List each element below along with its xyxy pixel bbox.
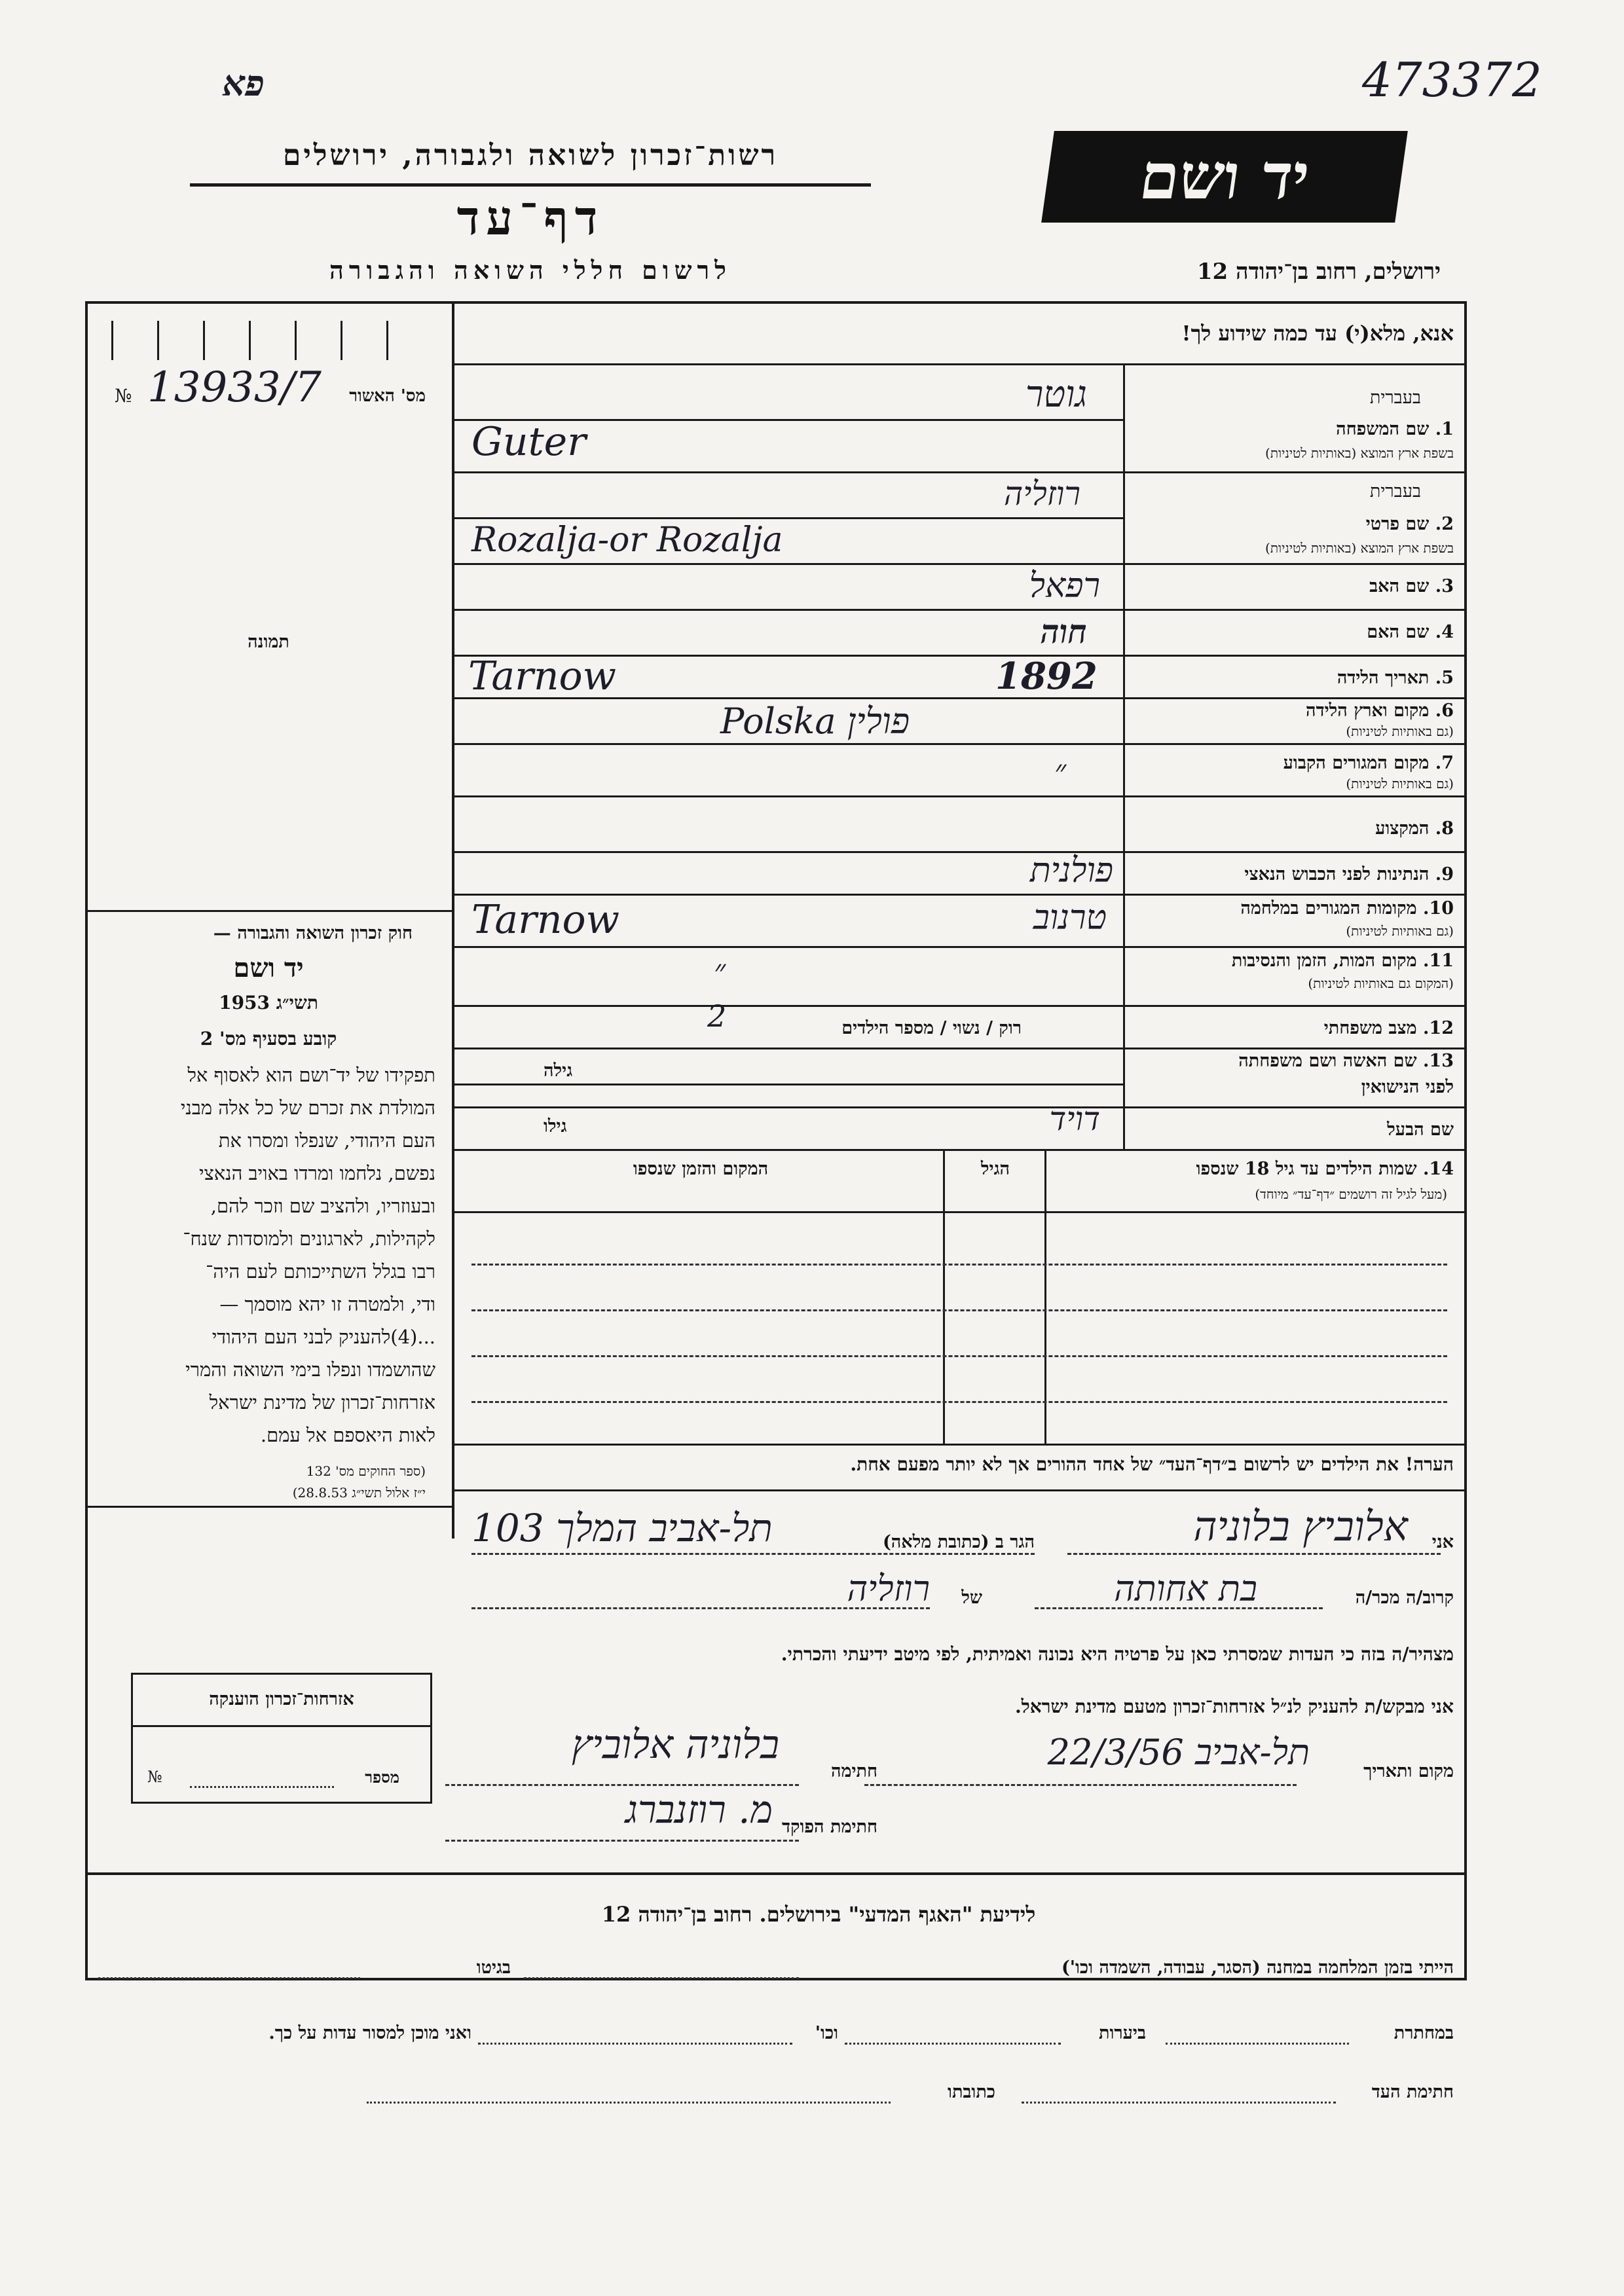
- citizenship-request: אני מבקש/ת להעניק לנ״ל אזרחות־זכרון מטעם מדינת ישראל.: [1014, 1696, 1454, 1717]
- field-label-mother: [1367, 622, 1454, 642]
- death-place-value: ״: [714, 953, 726, 989]
- header-address: ירושלים, רחוב בן־יהודה 12: [1196, 259, 1441, 285]
- signature-label: חתימה: [830, 1761, 877, 1781]
- children-row: [471, 1401, 1447, 1403]
- field-num: 3.: [1435, 576, 1454, 596]
- law-line: נפשם, נלחמו ומרדו באויב הנאצי: [198, 1162, 435, 1184]
- children-label: [1196, 1159, 1454, 1179]
- field-label-death-place: [1232, 951, 1454, 971]
- row-subrule: [452, 1084, 1123, 1085]
- footer-ghetto-label: בגיטו: [476, 1958, 511, 1978]
- children-col-place: המקום והזמן שנספו: [633, 1159, 769, 1179]
- law-line: העם היהודי, שנפלו ומסרו את: [218, 1129, 435, 1152]
- law-yad-vashem: יד ושם: [233, 953, 304, 983]
- field-num: 6.: [1435, 701, 1454, 721]
- field-num: 9.: [1435, 864, 1454, 884]
- wartime-residence-hebrew: טרנוב: [1033, 898, 1107, 938]
- declarant-signature: בלוניה אלוביץ: [571, 1722, 779, 1768]
- relation-value: בת אחותה: [1114, 1568, 1257, 1609]
- footer-forests-label: ביערות: [1098, 2023, 1146, 2043]
- form-title: דף־עד: [456, 190, 604, 246]
- declarant-address: תל-אביב המלך 103: [471, 1506, 773, 1550]
- children-title: שמות הילדים עד גיל 18 שנספו: [1196, 1159, 1417, 1179]
- children-row: [471, 1355, 1447, 1357]
- children-row: [471, 1309, 1447, 1311]
- instructions-rule: [452, 363, 1467, 365]
- row-rule: [452, 743, 1467, 745]
- first-name-hebrew: רוזליה: [1003, 475, 1080, 513]
- children-bottom-rule: [452, 1444, 1467, 1446]
- children-col-divider: [943, 1149, 945, 1444]
- footer-witness-signature-label: חתימת העד: [1371, 2082, 1454, 2102]
- field-num: 10.: [1423, 898, 1454, 919]
- field-text: הנתינות לפני הכבוש הנאצי: [1244, 864, 1430, 884]
- wife-age-label: גילה: [544, 1061, 573, 1081]
- footer-camp-text: הייתי בזמן המלחמה במחנה (הסגר, עבודה, השמדה וכו'): [1061, 1958, 1454, 1978]
- field-label-wartime-residence: [1240, 898, 1454, 919]
- footer-ghetto-line: [98, 1977, 360, 1979]
- law-line: המולדת את זכרם של כל אלה מבני: [180, 1097, 435, 1119]
- declarant-address-line: [471, 1553, 1035, 1555]
- row-rule: [452, 563, 1467, 565]
- children-row: [471, 1264, 1447, 1266]
- label-column-divider: [1123, 363, 1125, 1149]
- row-rule: [452, 946, 1467, 948]
- field-text: שם פרטי: [1365, 514, 1430, 534]
- field-label-profession: [1375, 818, 1454, 839]
- footer-witness-signature-line: [1022, 2102, 1336, 2104]
- residence-value: ״: [1054, 753, 1067, 790]
- field-num: 8.: [1435, 818, 1454, 839]
- row-rule: [452, 609, 1467, 611]
- field-sub-wife: לפני הנישואין: [1361, 1077, 1454, 1097]
- children-count-value: 2: [707, 998, 727, 1034]
- declarant-ani: אני: [1431, 1532, 1454, 1552]
- field-num: 4.: [1435, 622, 1454, 642]
- footer-underground-line: [1166, 2043, 1349, 2045]
- row-rule: [452, 1005, 1467, 1007]
- place-date-value: תל-אביב 22/3/56: [1047, 1732, 1310, 1773]
- birth-country-value: Polska פולין: [720, 701, 910, 742]
- family-name-hebrew: גוטר: [1025, 373, 1087, 416]
- first-name-latin: Rozalja-or Rozalja: [471, 520, 783, 560]
- field-label-husband: שם הבעל: [1387, 1120, 1454, 1140]
- authority-line: רשות־זכרון לשואה ולגבורה, ירושלים: [282, 139, 779, 172]
- relation-label: קרוב/ה מכר/ה: [1355, 1588, 1454, 1608]
- note: הערה! את הילדים יש לרשום ב״דף־העד״ של אחד ההורים אך לא יותר מפעם אחת.: [850, 1453, 1454, 1475]
- field-text: מקומות המגורים במלחמה: [1240, 898, 1417, 919]
- field-num: 11.: [1423, 951, 1454, 971]
- field-num: 13.: [1423, 1051, 1454, 1071]
- footer-etc-label: וכו': [815, 2023, 838, 2043]
- ruler-ticks: [111, 321, 432, 360]
- field-num: 7.: [1435, 753, 1454, 773]
- signature-line: [445, 1784, 799, 1786]
- field-tag: בעברית: [1369, 481, 1421, 501]
- row-rule: [452, 471, 1467, 473]
- footer-underground-label: במחתרת: [1393, 2023, 1454, 2043]
- field-num: 1.: [1435, 419, 1454, 439]
- law-line: אזרחות־זכרון של מדינת ישראל: [209, 1391, 435, 1413]
- row-rule: [452, 795, 1467, 797]
- citizenship-title-rule: [131, 1725, 432, 1727]
- field-sub: (גם באותיות לטיניות): [1346, 723, 1454, 739]
- children-col-age: הגיל: [980, 1159, 1010, 1179]
- row-rule: [452, 1149, 1467, 1151]
- law-year: תשי״ג 1953: [219, 992, 318, 1013]
- law-source-date: י״ז אלול תשי״ג 28.8.53): [292, 1485, 426, 1501]
- declarant-residing: הגר ב (כתובת מלאה): [882, 1532, 1035, 1552]
- field-num: 12.: [1423, 1018, 1454, 1038]
- law-line: לקהילות, לארגונים ולמוסדות שנח־: [183, 1228, 435, 1250]
- family-name-latin: Guter: [471, 419, 586, 465]
- yad-vashem-logo: יד ושם: [1041, 131, 1408, 223]
- photo-label: תמונה: [248, 632, 289, 652]
- father-name-value: רפאל: [1029, 566, 1100, 606]
- field-sub: בשפת ארץ המוצא (באותיות לטיניות): [1265, 445, 1454, 461]
- declaration-text: מצהיר/ה בזה כי העדות שמסרתי כאן על פרטיה היא נכונה ואמיתית, לפי מיטב ידיעתי והכרתי.: [781, 1643, 1454, 1665]
- children-header-rule: [452, 1211, 1467, 1213]
- footer-rule: [85, 1872, 1467, 1875]
- children-col-divider: [1044, 1149, 1046, 1444]
- relation-line: [1035, 1607, 1323, 1609]
- field-text: מקום המות, הזמן והנסיבות: [1231, 951, 1417, 971]
- row-rule: [452, 1106, 1467, 1108]
- registration-number: 13933/7: [147, 363, 322, 412]
- law-line: ובעוזריו, ולהציב שם וזכר להם,: [210, 1195, 435, 1217]
- registration-label: מס' האשור: [349, 386, 426, 406]
- photo-box-rule: [85, 910, 452, 912]
- place-date-label: מקום ותאריך: [1363, 1761, 1454, 1781]
- law-source: (ספר החוקים מס' 132: [306, 1463, 426, 1479]
- footer-address-line: [367, 2102, 891, 2104]
- field-text: מקום המגורים הקבוע: [1283, 753, 1430, 773]
- corner-mark: פא: [223, 62, 265, 104]
- citizenship-title: אזרחות־זכרון הוענקה: [209, 1689, 354, 1709]
- field-label-birth-place: [1306, 701, 1454, 721]
- field-text: תאריך הלידה: [1337, 668, 1430, 688]
- citizenship-number-prefix: №: [147, 1768, 162, 1786]
- official-signature-label: חתימת הפוקד: [782, 1817, 877, 1837]
- declarant-name: אלוביץ בלוניה: [1193, 1503, 1408, 1550]
- official-signature-line: [445, 1840, 799, 1842]
- marital-options: רוק / נשוי / מספר הילדים: [841, 1018, 1022, 1038]
- field-num: 5.: [1435, 668, 1454, 688]
- field-label-family-name: [1336, 419, 1454, 439]
- registration-prefix: №: [115, 385, 132, 407]
- nationality-value: פולנית: [1029, 851, 1113, 890]
- birth-date-value: 1892: [995, 655, 1098, 698]
- law-line: ...(4)להעניק לבני העם היהודי: [212, 1326, 435, 1348]
- row-rule: [452, 894, 1467, 896]
- row-rule: [452, 1048, 1467, 1049]
- husband-name-value: דויד: [1049, 1100, 1100, 1138]
- field-text: המקצוע: [1375, 818, 1430, 839]
- citizenship-number-label: מספר: [365, 1768, 399, 1787]
- field-label-nationality: [1244, 864, 1454, 884]
- citizenship-number-line: [190, 1786, 334, 1788]
- law-line: ודי, ולמטרה זו יהא מוסמך —: [219, 1293, 435, 1315]
- left-column-divider: [452, 301, 454, 1539]
- law-line: לאות היאספם אל עמם.: [260, 1424, 435, 1446]
- law-title: חוק זכרון השואה והגבורה —: [213, 923, 413, 943]
- field-label-wife-name: [1238, 1051, 1454, 1071]
- official-signature: מ. רוזנברג: [625, 1787, 773, 1832]
- field-label-father: [1369, 576, 1454, 596]
- wartime-residence-value: Tarnow: [471, 897, 619, 943]
- children-sub: (מעל לגיל זה רושמים ״דף־עד״ מיוחד): [1255, 1186, 1447, 1202]
- form-subtitle: לרשום חללי השואה והגבורה: [329, 255, 731, 285]
- archive-number: 473372: [1362, 52, 1542, 107]
- mother-name-value: חוה: [1040, 612, 1087, 651]
- field-tag: בעברית: [1369, 388, 1421, 408]
- field-text: מקום וארץ הלידה: [1306, 701, 1430, 721]
- declarant-name-line: [1067, 1553, 1441, 1555]
- field-label-birth-date: [1337, 668, 1454, 688]
- relation-of: של: [961, 1588, 982, 1608]
- field-sub: בשפת ארץ המוצא (באותיות לטיניות): [1265, 540, 1454, 556]
- field-sub: (גם באותיות לטיניות): [1346, 776, 1454, 792]
- footer-forests-line: [845, 2043, 1061, 2045]
- law-clause: קובע בסעיף מס' 2: [200, 1028, 337, 1049]
- field-text: שם האשה ושם משפחתה: [1238, 1051, 1417, 1071]
- field-text: שם האם: [1367, 622, 1430, 642]
- field-text: מצב משפחתי: [1323, 1018, 1417, 1038]
- field-sub: (גם באותיות לטיניות): [1346, 923, 1454, 939]
- footer-testimony-text: ואני מוכן למסור עדות על כך.: [268, 2023, 471, 2043]
- instructions: אנא, מלא(י) עד כמה שידוע לך!: [1181, 321, 1454, 346]
- law-line: תפקידו של יד־ושם הוא לאסוף אל: [187, 1064, 435, 1086]
- field-label-first-name: [1366, 514, 1454, 534]
- row-subrule: [452, 517, 1123, 519]
- field-text: שם האב: [1369, 576, 1430, 596]
- husband-age-label: גילו: [544, 1116, 567, 1137]
- footer-title: לידיעת "האגף המדעי" בירושלים. רחוב בן־יהודה 12: [601, 1902, 1036, 1927]
- footer-etc-line: [478, 2043, 792, 2045]
- birth-place-value: Tarnow: [468, 653, 616, 699]
- place-date-line: [864, 1784, 1297, 1786]
- note-rule: [452, 1489, 1467, 1491]
- children-num: 14.: [1423, 1159, 1454, 1179]
- field-label-residence: [1283, 753, 1454, 773]
- field-sub: (המקום גם באותיות לטיניות): [1308, 975, 1454, 991]
- law-bottom-rule: [85, 1506, 452, 1508]
- authority-underline: [190, 183, 871, 187]
- footer-camp-line: [524, 1977, 799, 1979]
- row-rule: [452, 851, 1467, 853]
- field-num: 2.: [1435, 514, 1454, 534]
- law-line: שהושמדו ונפלו בימי השואה והמרי: [185, 1358, 435, 1381]
- footer-address-label: כתובתו: [948, 2082, 995, 2102]
- field-label-marital-status: [1324, 1018, 1454, 1038]
- law-line: רבו בגלל השתייכותם לעם היה־: [206, 1260, 435, 1283]
- relation-of-value: רוזליה: [847, 1568, 930, 1609]
- relation-of-line: [471, 1607, 930, 1609]
- field-text: שם המשפחה: [1336, 419, 1430, 439]
